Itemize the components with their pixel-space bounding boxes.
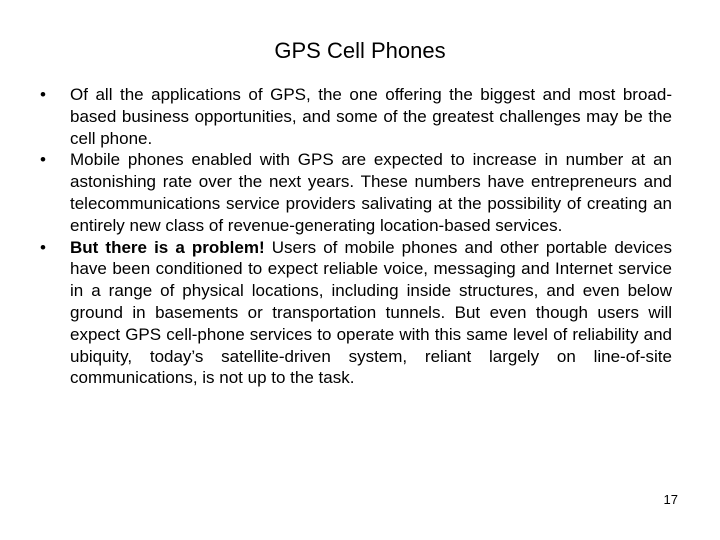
- slide-title: GPS Cell Phones: [274, 38, 446, 63]
- bullet-list: [40, 84, 672, 389]
- bullet-text: Mobile phones enabled with GPS are expected to increase in number at an astonishing rate over the next years. These numbers have entrepreneurs and telecommunications service providers salivating at the possibility of creating an entirely new class of revenue-generating location-based services.: [70, 150, 672, 235]
- bullet-text: Users of mobile phones and other portable devices have been conditioned to expect reliable voice, messaging and Internet service in a range of physical locations, including inside structures, and even below ground in basements or transportation tunnels. But even though users will expect GPS cell-phone services to operate with this same level of reliability and ubiquity, today’s satellite-driven system, reliant largely on line-of-site communications, is not up to the task.: [70, 237, 672, 388]
- bullet-marker: •: [40, 237, 46, 257]
- bullet-item-2: [40, 149, 672, 236]
- bullet-marker: •: [40, 85, 46, 104]
- bullet-item-3: [40, 237, 672, 390]
- bullet-bold-lead: But there is a problem!: [70, 237, 265, 257]
- bullet-marker: •: [40, 150, 46, 170]
- bullet-text: Of all the applications of GPS, the one offering the biggest and most broad-based business opportunities, and some of the greatest challenges may be the cell phone.: [70, 85, 672, 148]
- bullet-item-1: [40, 84, 672, 149]
- page-number: 17: [663, 492, 678, 507]
